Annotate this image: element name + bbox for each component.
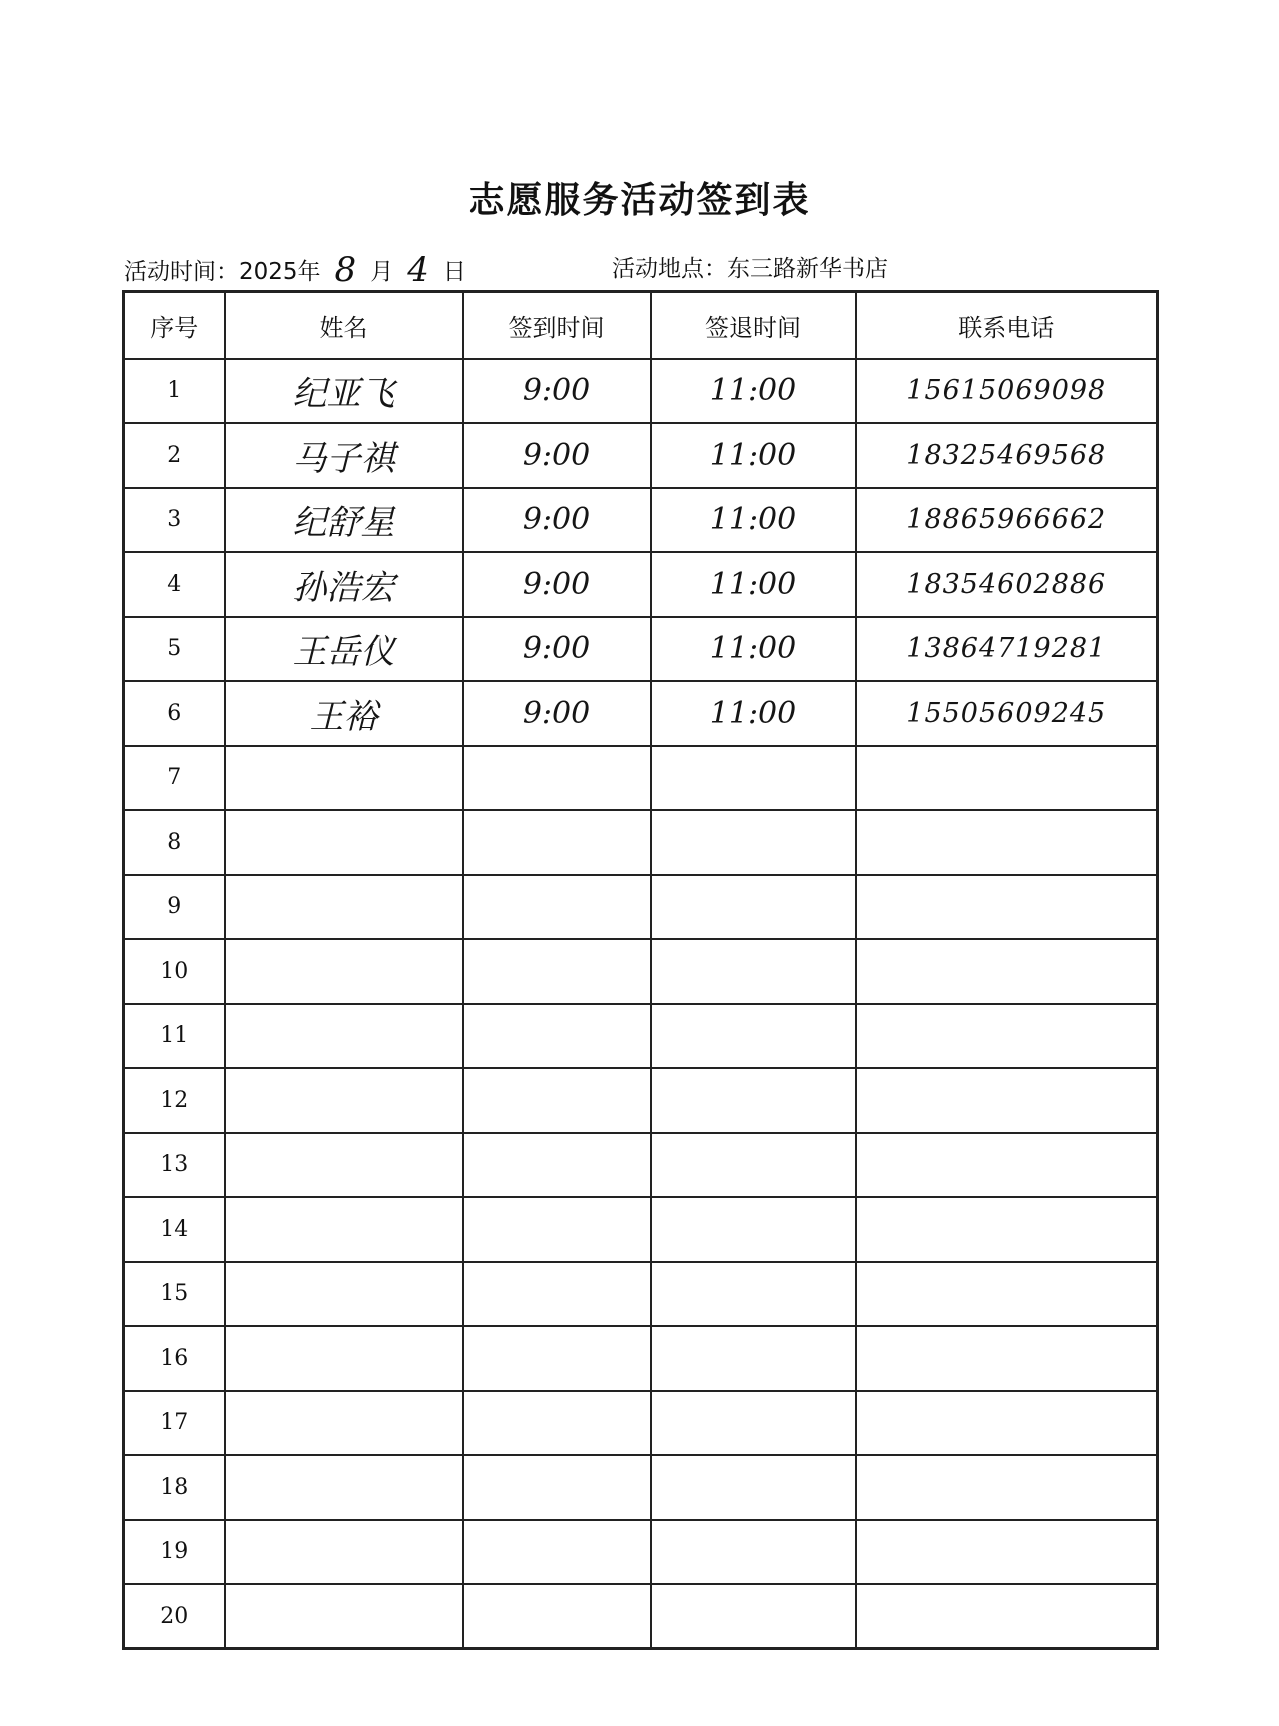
sign-out-time-cell: 11:00 — [651, 359, 856, 424]
column-header-phone: 联系电话 — [856, 292, 1158, 359]
sign-in-time-cell — [463, 1455, 651, 1520]
phone-cell: 18325469568 — [856, 423, 1158, 488]
name-cell — [225, 1262, 463, 1327]
sign-in-time-cell — [463, 1133, 651, 1198]
sign-out-time-cell — [651, 1584, 856, 1649]
phone-cell — [856, 1197, 1158, 1262]
sign-in-time-cell — [463, 875, 651, 940]
time-label: 活动时间：2025年 — [124, 259, 321, 285]
row-number-cell: 5 — [124, 617, 225, 682]
table-row — [124, 423, 1158, 488]
name-cell — [225, 1068, 463, 1133]
phone-cell — [856, 1004, 1158, 1069]
row-number-cell: 18 — [124, 1455, 225, 1520]
sign-in-time-cell: 9:00 — [463, 423, 651, 488]
sign-in-time-cell — [463, 1004, 651, 1069]
sign-in-time-cell — [463, 1520, 651, 1585]
sign-in-time-cell: 9:00 — [463, 617, 651, 682]
sheet-title: 志愿服务活动签到表 — [468, 180, 811, 221]
phone-cell — [856, 1455, 1158, 1520]
phone-cell — [856, 875, 1158, 940]
column-header-sign-out: 签退时间 — [651, 292, 856, 359]
sign-in-time-cell — [463, 1584, 651, 1649]
activity-time — [124, 250, 466, 290]
sign-out-time-cell: 11:00 — [651, 488, 856, 553]
table-row — [124, 488, 1158, 553]
name-cell — [225, 1391, 463, 1456]
name-cell: 纪亚飞 — [225, 359, 463, 424]
table-row — [124, 1326, 1158, 1391]
table-row — [124, 1197, 1158, 1262]
table-row — [124, 1133, 1158, 1198]
sign-in-time-cell — [463, 1391, 651, 1456]
row-number-cell: 1 — [124, 359, 225, 424]
row-number-cell: 4 — [124, 552, 225, 617]
table-row — [124, 1391, 1158, 1456]
name-cell: 孙浩宏 — [225, 552, 463, 617]
row-number-cell: 2 — [124, 423, 225, 488]
row-number-cell: 19 — [124, 1520, 225, 1585]
sign-out-time-cell — [651, 1068, 856, 1133]
name-cell — [225, 939, 463, 1004]
table-body — [124, 359, 1158, 1649]
name-cell — [225, 1520, 463, 1585]
table-header-row — [124, 292, 1158, 359]
sign-out-time-cell — [651, 1197, 856, 1262]
table-row — [124, 939, 1158, 1004]
sign-out-time-cell — [651, 1004, 856, 1069]
name-cell — [225, 1004, 463, 1069]
sign-out-time-cell — [651, 1520, 856, 1585]
row-number-cell: 7 — [124, 746, 225, 811]
row-number-cell: 17 — [124, 1391, 225, 1456]
table-row — [124, 617, 1158, 682]
row-number-cell: 20 — [124, 1584, 225, 1649]
phone-cell — [856, 1520, 1158, 1585]
sign-out-time-cell — [651, 1326, 856, 1391]
row-number-cell: 10 — [124, 939, 225, 1004]
sign-in-time-cell — [463, 1262, 651, 1327]
month-value: 8 — [334, 250, 357, 290]
name-cell — [225, 1584, 463, 1649]
sign-in-time-cell — [463, 1068, 651, 1133]
row-number-cell: 13 — [124, 1133, 225, 1198]
table-row — [124, 1584, 1158, 1649]
activity-location — [612, 250, 888, 283]
month-label: 月 — [370, 259, 394, 285]
sign-out-time-cell: 11:00 — [651, 423, 856, 488]
phone-cell — [856, 810, 1158, 875]
sign-out-time-cell: 11:00 — [651, 681, 856, 746]
table-row — [124, 681, 1158, 746]
row-number-cell: 6 — [124, 681, 225, 746]
phone-cell — [856, 1391, 1158, 1456]
sign-in-table — [122, 290, 1159, 1650]
phone-cell: 13864719281 — [856, 617, 1158, 682]
sign-in-time-cell: 9:00 — [463, 488, 651, 553]
phone-cell: 18354602886 — [856, 552, 1158, 617]
row-number-cell: 3 — [124, 488, 225, 553]
column-header-sign-in: 签到时间 — [463, 292, 651, 359]
row-number-cell: 8 — [124, 810, 225, 875]
table-row — [124, 746, 1158, 811]
sign-in-time-cell: 9:00 — [463, 359, 651, 424]
sign-out-time-cell — [651, 875, 856, 940]
location-value: 东三路新华书店 — [727, 256, 888, 282]
table-row — [124, 875, 1158, 940]
day-label: 日 — [442, 259, 466, 285]
phone-cell — [856, 746, 1158, 811]
location-label: 活动地点： — [612, 256, 727, 282]
phone-cell — [856, 1326, 1158, 1391]
phone-cell: 15505609245 — [856, 681, 1158, 746]
table-row — [124, 1262, 1158, 1327]
sign-out-time-cell — [651, 746, 856, 811]
row-number-cell: 16 — [124, 1326, 225, 1391]
sign-out-time-cell — [651, 1133, 856, 1198]
sign-in-time-cell — [463, 1197, 651, 1262]
name-cell — [225, 875, 463, 940]
sign-in-time-cell: 9:00 — [463, 552, 651, 617]
table-row — [124, 1455, 1158, 1520]
phone-cell: 18865966662 — [856, 488, 1158, 553]
sign-out-time-cell — [651, 1391, 856, 1456]
phone-cell — [856, 939, 1158, 1004]
name-cell: 纪舒星 — [225, 488, 463, 553]
row-number-cell: 14 — [124, 1197, 225, 1262]
name-cell — [225, 810, 463, 875]
sign-out-time-cell — [651, 939, 856, 1004]
name-cell: 马子祺 — [225, 423, 463, 488]
table-row — [124, 552, 1158, 617]
sign-out-time-cell: 11:00 — [651, 617, 856, 682]
name-cell — [225, 1133, 463, 1198]
name-cell — [225, 1197, 463, 1262]
sign-out-time-cell — [651, 810, 856, 875]
table-row — [124, 810, 1158, 875]
sign-in-time-cell: 9:00 — [463, 681, 651, 746]
sign-in-time-cell — [463, 939, 651, 1004]
name-cell — [225, 746, 463, 811]
sign-in-time-cell — [463, 746, 651, 811]
day-value: 4 — [407, 250, 429, 290]
table-row — [124, 1520, 1158, 1585]
sign-in-time-cell — [463, 1326, 651, 1391]
row-number-cell: 11 — [124, 1004, 225, 1069]
name-cell — [225, 1455, 463, 1520]
sign-out-time-cell: 11:00 — [651, 552, 856, 617]
phone-cell — [856, 1262, 1158, 1327]
column-header-no: 序号 — [124, 292, 225, 359]
phone-cell — [856, 1068, 1158, 1133]
name-cell — [225, 1326, 463, 1391]
table-row — [124, 1068, 1158, 1133]
sign-out-time-cell — [651, 1262, 856, 1327]
row-number-cell: 15 — [124, 1262, 225, 1327]
phone-cell — [856, 1133, 1158, 1198]
row-number-cell: 9 — [124, 875, 225, 940]
sign-in-time-cell — [463, 810, 651, 875]
phone-cell — [856, 1584, 1158, 1649]
table-row — [124, 359, 1158, 424]
name-cell: 王岳仪 — [225, 617, 463, 682]
row-number-cell: 12 — [124, 1068, 225, 1133]
phone-cell: 15615069098 — [856, 359, 1158, 424]
table-row — [124, 1004, 1158, 1069]
sign-out-time-cell — [651, 1455, 856, 1520]
column-header-name: 姓名 — [225, 292, 463, 359]
name-cell: 王裕 — [225, 681, 463, 746]
